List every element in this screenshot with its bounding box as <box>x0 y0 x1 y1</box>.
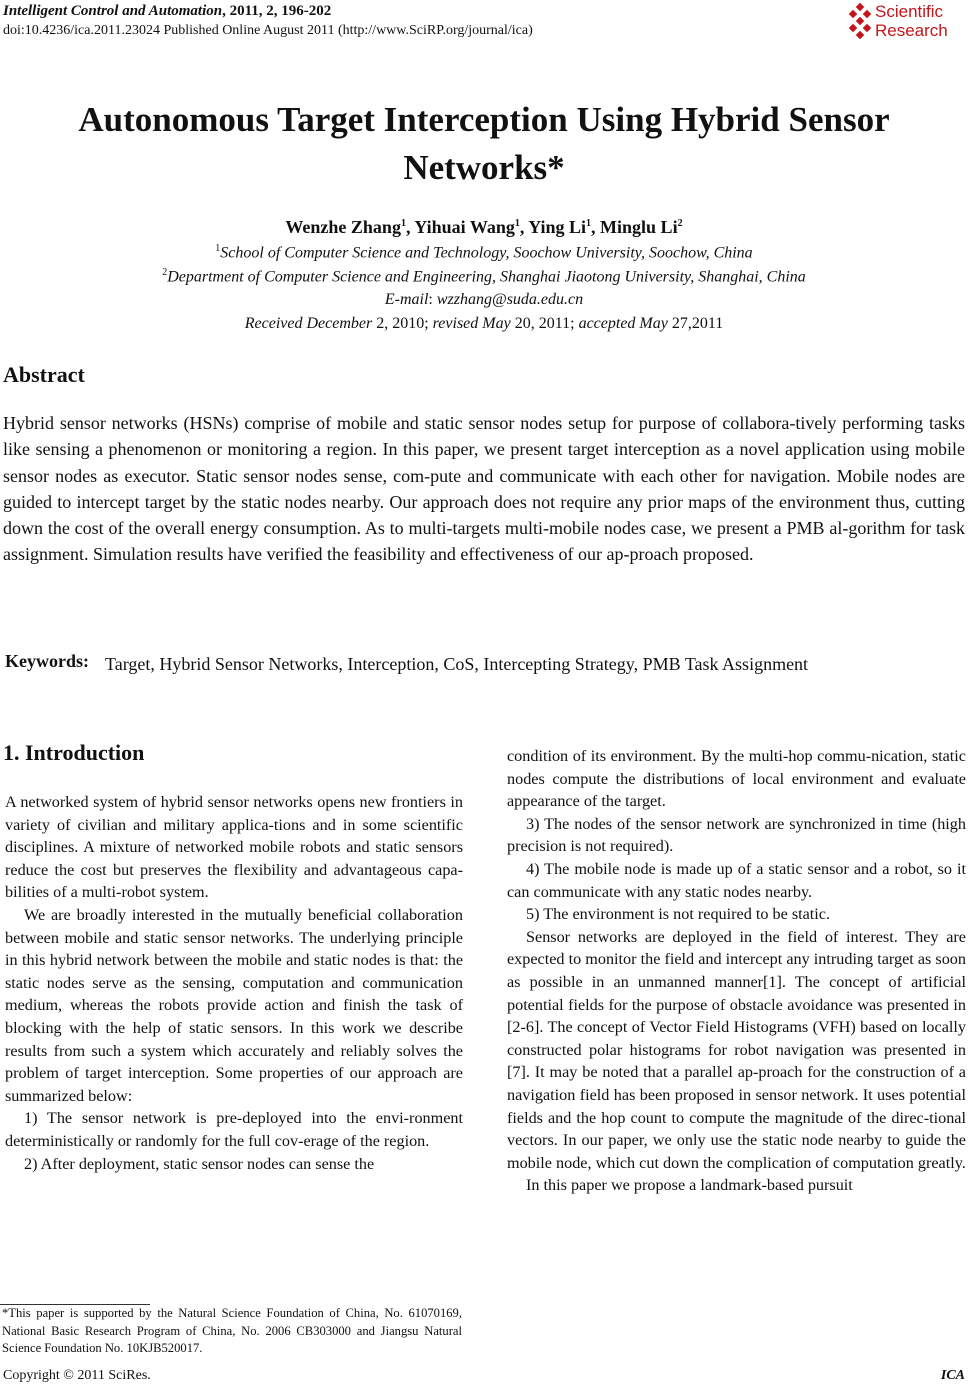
journal-name: Intelligent Control and Automation <box>3 3 223 19</box>
title-line1: Autonomous Target Interception Using Hybrid Sensor <box>78 100 890 139</box>
author-name: Minglu Li <box>600 217 678 237</box>
right-para-5: Sensor networks are deployed in the field of interest. They are expected to monitor the field and intercept any intruding target as soon as possible in an unmanned manner[1]. The concept of artificial potential fields for the purpose of obstacle avoidance was presented in [2-6]. The concept of Vector Field Histograms (VFH) based on locally constructed polar histograms for robot navigation was presented in [7]. It may be noted that a parallel ap-proach for the construction of a navigation field has been proposed in sensor network. It uses potential fields and the hop count to compute the magnitude of the direc-tional vectors. In our paper, we only use the static node nearby to guide the mobile node, which cut down the complication of computation greatly. <box>507 927 966 1172</box>
logo-diamond-icon <box>845 2 875 42</box>
author-sep: , <box>405 217 415 237</box>
keywords-label: Keywords: <box>5 651 89 671</box>
right-para-4: 5) The environment is not required to be static. <box>526 905 831 924</box>
aff1-text: School of Computer Science and Technology, Soochow University, Soochow, China <box>220 244 753 262</box>
aff2-text: Department of Computer Science and Engineering, Shanghai Jiaotong University, Shanghai, China <box>167 268 806 286</box>
logo-text <box>875 2 948 40</box>
logo-line1: Scientific <box>875 2 944 21</box>
abstract-text: Hybrid sensor networks (HSNs) comprise of mobile and static sensor nodes setup for purpose of collabora-tively performing tasks like sensing a phenomenon or monitoring a region. In this paper, we present target interception as a novel application using mobile sensor nodes as executor. Static sensor nodes sense, com-pute and communicate with each other for navigation. Mobile nodes are guided to intercept target by the static nodes nearby. Our approach does not require any prior maps of the environment thus, cutting down the cost of the overall energy consumption. As to multi-targets multi-mobile nodes case, we present a PMB al-gorithm for task assignment. Simulation results have verified the feasibility and effectiveness of our ap-proach proposed. <box>3 413 965 565</box>
title-line2: Networks* <box>403 148 565 187</box>
aff1-sup: 1 <box>215 243 221 254</box>
abstract-heading: Abstract <box>3 362 85 387</box>
author-sep: , <box>519 217 529 237</box>
doi-line: doi:10.4236/ica.2011.23024 Published Online August 2011 (http://www.SciRP.org/journal/ica) <box>3 23 533 38</box>
footnote: *This paper is supported by the Natural Science Foundation of China, No. 61070169, National Basic Research Program of China, No. 2006 CB303000 and Jiangsu Natural Science Foundation No. 10KJB520017. <box>2 1306 462 1355</box>
left-para-1: A networked system of hybrid sensor networks opens new frontiers in variety of civilian and military applica-tions and in some scientific disciplines. A mixture of networked mobile robots and static sensors reduce the cost but preserves the flexibility and advantageous capa-bilities of a multi-robot system. <box>5 793 463 902</box>
paper-title <box>0 96 968 192</box>
aff2-sup: 2 <box>162 267 168 278</box>
right-para-2: 3) The nodes of the sensor network are synchronized in time (high precision is not required). <box>507 814 966 856</box>
right-para-1: condition of its environment. By the multi-hop commu-nication, static nodes compute the distributions of local environment and evaluate appearance of the target. <box>507 747 966 811</box>
intro-heading: 1. Introduction <box>3 740 145 765</box>
right-para-3: 4) The mobile node is made up of a static sensor and a robot, so it can communicate with any static nodes nearby. <box>507 859 966 901</box>
accepted-label: accepted May <box>578 315 668 332</box>
email-address[interactable]: wzzhang@suda.edu.cn <box>436 291 584 308</box>
right-para-6: In this paper we propose a landmark-based pursuit <box>526 1176 853 1195</box>
author-name: Ying Li <box>528 217 587 237</box>
revised-date: 20, 2011; <box>510 315 579 332</box>
affiliation-2 <box>0 267 968 286</box>
copyright: Copyright © 2011 SciRes. <box>3 1368 151 1383</box>
left-column <box>5 791 463 1175</box>
author-sup: 1 <box>586 218 592 229</box>
keywords-text: Target, Hybrid Sensor Networks, Interception, CoS, Intercepting Strategy, PMB Task Assignment <box>105 654 809 674</box>
email-label: E-mail <box>384 291 429 308</box>
left-para-3: 1) The sensor network is pre-deployed into the envi-ronment deterministically or randomly for the full cov-erage of the region. <box>5 1109 463 1150</box>
journal-issue: , 2011, 2, 196-202 <box>222 3 332 19</box>
left-para-2: We are broadly interested in the mutually beneficial collaboration between mobile and static sensor networks. The underlying principle in this hybrid network between the mobile and static nodes is that: the static nodes serve as the sensing, computation and communication medium, whereas the robots provide action and finish the task of blocking with the help of static sensors. In this work we describe results from such a system which accurately and reliably solves the problem of target interception. Some properties of our approach are summarized below: <box>5 905 463 1105</box>
author-name: Yihuai Wang <box>414 217 515 237</box>
accepted-date: 27,2011 <box>667 315 724 332</box>
revised-label: revised May <box>432 315 511 332</box>
author-name: Wenzhe Zhang <box>285 217 401 237</box>
author-sup: 1 <box>400 218 406 229</box>
publisher-logo <box>845 2 965 46</box>
journal-header <box>3 3 331 20</box>
email-line <box>0 291 968 309</box>
email-sep: : <box>428 291 437 308</box>
affiliation-1 <box>0 243 968 262</box>
author-sup: 2 <box>677 218 683 229</box>
author-sup: 1 <box>514 218 520 229</box>
received-date: 2, 2010; <box>372 315 433 332</box>
author-sep: , <box>591 217 601 237</box>
received-label: Received December <box>244 315 373 332</box>
author-list <box>0 217 968 238</box>
journal-abbr: ICA <box>940 1368 965 1383</box>
logo-line2: Research <box>875 21 948 40</box>
dates-line <box>0 315 968 333</box>
left-para-4: 2) After deployment, static sensor nodes can sense the <box>24 1154 375 1173</box>
right-column <box>507 745 966 1197</box>
